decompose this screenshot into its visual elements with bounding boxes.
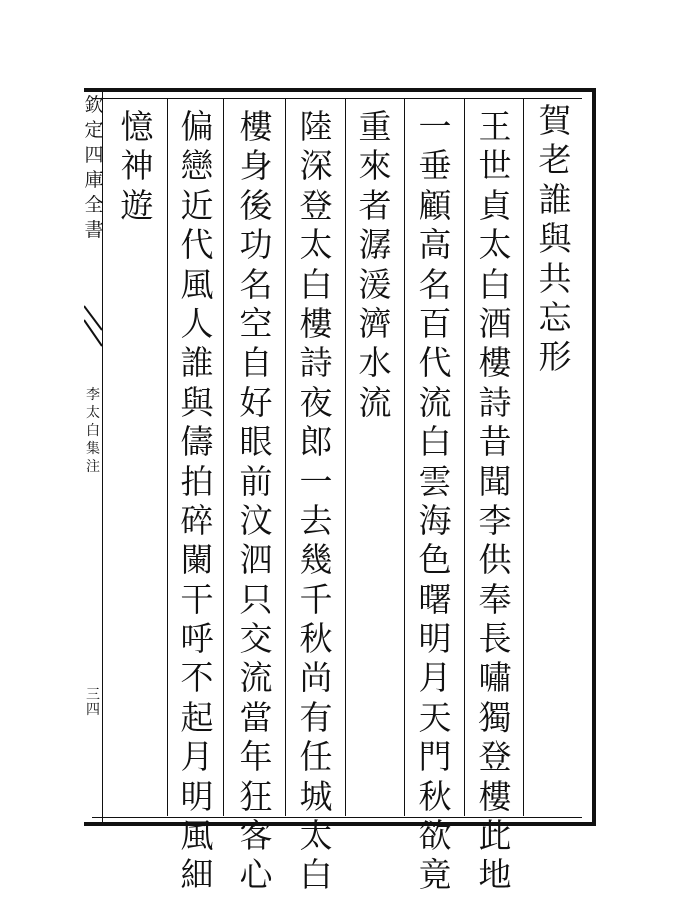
character: 任 bbox=[299, 737, 333, 777]
character: 垂 bbox=[418, 146, 452, 186]
column-rule bbox=[285, 98, 286, 816]
character: 獨 bbox=[478, 697, 512, 737]
character: 夜 bbox=[299, 382, 333, 422]
character: 近 bbox=[180, 185, 214, 225]
character: 呼 bbox=[180, 619, 214, 659]
book-title bbox=[84, 96, 104, 246]
character: 此 bbox=[478, 816, 512, 856]
character: 千 bbox=[299, 579, 333, 619]
character: 地 bbox=[478, 855, 512, 895]
character: 忘 bbox=[538, 297, 572, 337]
character: 白 bbox=[418, 422, 452, 462]
character: 流 bbox=[418, 382, 452, 422]
character: 白 bbox=[299, 855, 333, 895]
character: 秋 bbox=[299, 619, 333, 659]
character: 李 bbox=[86, 387, 100, 403]
chapter-title bbox=[84, 388, 102, 478]
character: 門 bbox=[418, 737, 452, 777]
character: 憶 bbox=[120, 107, 154, 146]
character: 詩 bbox=[299, 343, 333, 383]
character: 自 bbox=[239, 343, 273, 383]
character: 登 bbox=[299, 185, 333, 225]
character: 郎 bbox=[299, 422, 333, 462]
text-column-1 bbox=[535, 101, 575, 380]
text-column-3 bbox=[415, 107, 455, 898]
character: 後 bbox=[239, 185, 273, 225]
character: 闌 bbox=[180, 540, 214, 580]
character: 幾 bbox=[299, 540, 333, 580]
character: 太 bbox=[299, 225, 333, 265]
character: 天 bbox=[418, 697, 452, 737]
character: 當 bbox=[239, 697, 273, 737]
character: 來 bbox=[358, 146, 392, 186]
character: 樓 bbox=[299, 303, 333, 343]
character: 四 bbox=[86, 702, 100, 718]
character: 明 bbox=[180, 776, 214, 816]
character: 樓 bbox=[478, 343, 512, 383]
character: 神 bbox=[120, 146, 154, 186]
character: 狂 bbox=[239, 776, 273, 816]
character: 詩 bbox=[478, 382, 512, 422]
character: 高 bbox=[418, 225, 452, 265]
column-rule bbox=[167, 98, 168, 816]
character: 三 bbox=[86, 687, 100, 703]
character: 老 bbox=[538, 140, 572, 180]
character: 泗 bbox=[239, 540, 273, 580]
character: 酒 bbox=[478, 303, 512, 343]
character: 重 bbox=[358, 107, 392, 146]
column-rule bbox=[464, 98, 465, 816]
column-rule bbox=[523, 98, 524, 816]
character: 名 bbox=[418, 264, 452, 304]
character: 供 bbox=[478, 540, 512, 580]
character: 汶 bbox=[239, 500, 273, 540]
character: 潺 bbox=[358, 225, 392, 265]
character: 白 bbox=[299, 264, 333, 304]
character: 起 bbox=[180, 697, 214, 737]
character: 風 bbox=[180, 816, 214, 856]
character: 年 bbox=[239, 737, 273, 777]
character: 形 bbox=[538, 337, 572, 377]
character: 心 bbox=[239, 855, 273, 895]
character: 碎 bbox=[180, 500, 214, 540]
character: 共 bbox=[538, 258, 572, 298]
text-column-4 bbox=[355, 107, 395, 425]
character: 集 bbox=[86, 441, 100, 457]
fishtail-ornament bbox=[84, 300, 102, 352]
character: 誰 bbox=[180, 343, 214, 383]
character: 拍 bbox=[180, 461, 214, 501]
character: 代 bbox=[418, 343, 452, 383]
character: 曙 bbox=[418, 579, 452, 619]
character: 白 bbox=[86, 423, 100, 439]
character: 遊 bbox=[120, 185, 154, 225]
character: 世 bbox=[478, 146, 512, 186]
character: 者 bbox=[358, 185, 392, 225]
column-rule bbox=[404, 98, 405, 816]
text-column-2 bbox=[475, 107, 515, 898]
character: 交 bbox=[239, 619, 273, 659]
character: 與 bbox=[538, 219, 572, 259]
character: 庫 bbox=[84, 169, 104, 191]
character: 全 bbox=[84, 194, 104, 216]
character: 月 bbox=[418, 658, 452, 698]
column-rule bbox=[345, 98, 346, 816]
character: 海 bbox=[418, 500, 452, 540]
character: 長 bbox=[478, 619, 512, 659]
character: 流 bbox=[239, 658, 273, 698]
character: 雲 bbox=[418, 461, 452, 501]
character: 奉 bbox=[478, 579, 512, 619]
character: 陸 bbox=[299, 107, 333, 146]
character: 一 bbox=[299, 461, 333, 501]
character: 有 bbox=[299, 697, 333, 737]
text-column-7 bbox=[177, 107, 217, 898]
character: 水 bbox=[358, 343, 392, 383]
character: 一 bbox=[418, 107, 452, 146]
character: 身 bbox=[239, 146, 273, 186]
character: 嘯 bbox=[478, 658, 512, 698]
character: 欲 bbox=[418, 816, 452, 856]
text-column-8 bbox=[117, 107, 157, 228]
character: 色 bbox=[418, 540, 452, 580]
character: 登 bbox=[478, 737, 512, 777]
character: 欽 bbox=[84, 94, 104, 116]
column-rule bbox=[223, 98, 224, 816]
character: 月 bbox=[180, 737, 214, 777]
character: 湲 bbox=[358, 264, 392, 304]
character: 四 bbox=[84, 144, 104, 166]
character: 城 bbox=[299, 776, 333, 816]
character: 百 bbox=[418, 303, 452, 343]
character: 只 bbox=[239, 579, 273, 619]
character: 客 bbox=[239, 816, 273, 856]
character: 偏 bbox=[180, 107, 214, 146]
character: 好 bbox=[239, 382, 273, 422]
character: 戀 bbox=[180, 146, 214, 186]
character: 與 bbox=[180, 382, 214, 422]
character: 流 bbox=[358, 382, 392, 422]
character: 昔 bbox=[478, 422, 512, 462]
character: 干 bbox=[180, 579, 214, 619]
character: 顧 bbox=[418, 185, 452, 225]
page-number bbox=[84, 688, 102, 718]
character: 代 bbox=[180, 225, 214, 265]
character: 書 bbox=[84, 219, 104, 241]
character: 聞 bbox=[478, 461, 512, 501]
character: 秋 bbox=[418, 776, 452, 816]
character: 尚 bbox=[299, 658, 333, 698]
character: 太 bbox=[299, 816, 333, 856]
character: 明 bbox=[418, 619, 452, 659]
character: 太 bbox=[86, 405, 100, 421]
character: 太 bbox=[478, 225, 512, 265]
character: 竟 bbox=[418, 855, 452, 895]
character: 人 bbox=[180, 303, 214, 343]
character: 注 bbox=[86, 459, 100, 475]
character: 名 bbox=[239, 264, 273, 304]
character: 濟 bbox=[358, 303, 392, 343]
text-column-6 bbox=[236, 107, 276, 898]
character: 空 bbox=[239, 303, 273, 343]
character: 風 bbox=[180, 264, 214, 304]
character: 白 bbox=[478, 264, 512, 304]
character: 王 bbox=[478, 107, 512, 146]
text-column-5 bbox=[296, 107, 336, 898]
character: 去 bbox=[299, 500, 333, 540]
character: 賀 bbox=[538, 101, 572, 140]
character: 儔 bbox=[180, 422, 214, 462]
character: 貞 bbox=[478, 185, 512, 225]
character: 樓 bbox=[239, 107, 273, 146]
character: 定 bbox=[84, 119, 104, 141]
character: 眼 bbox=[239, 422, 273, 462]
character: 功 bbox=[239, 225, 273, 265]
character: 不 bbox=[180, 658, 214, 698]
character: 深 bbox=[299, 146, 333, 186]
character: 李 bbox=[478, 500, 512, 540]
character: 前 bbox=[239, 461, 273, 501]
character: 細 bbox=[180, 855, 214, 895]
character: 樓 bbox=[478, 776, 512, 816]
character: 誰 bbox=[538, 179, 572, 219]
